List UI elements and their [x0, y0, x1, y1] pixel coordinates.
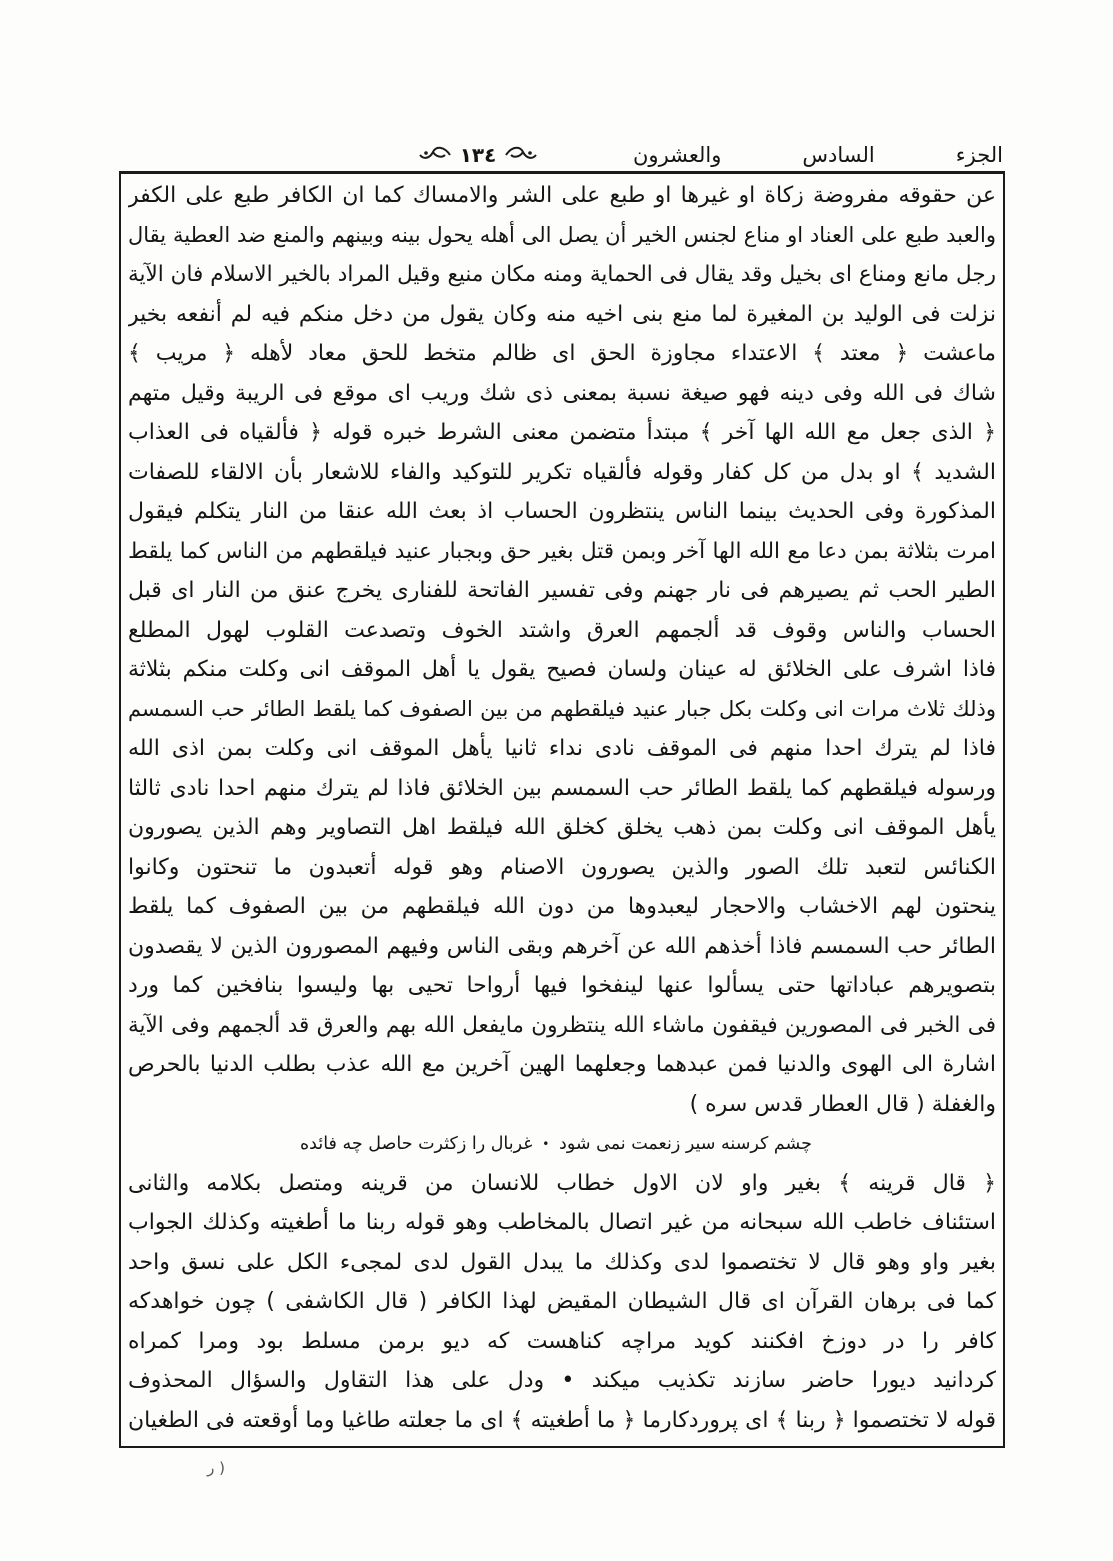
- text-line: كافر را در دوزخ افكنند كويد مراچه كناهست كه ديو برمن مسلط بود ومرا كمراه: [128, 1328, 996, 1354]
- text-line: فاذا لم يترك احدا منهم فى الموقف نادى نداء ثانيا يأهل الموقف انى وكلت بمن اذى الله: [128, 736, 996, 762]
- text-line: فاذا اشرف على الخلائق له عينان ولسان فصيح يقول يا أهل الموقف انى وكلت منكم بثلاثة: [128, 657, 996, 683]
- verse-right-hemistich: چشم كرسنه سير زنعمت نمى شود: [559, 1134, 812, 1154]
- footer-mark: ( ر: [207, 1459, 225, 1477]
- text-line: فى الخبر فى المصورين فيقفون ماشاء الله ينتظرون مايفعل الله بهم والعرق قد ألجمهم وفى الآية: [128, 1012, 996, 1038]
- text-line: بتصويرهم عباداتها حتى يسألوا عنها لينفخوا فيها أرواحا تحيى بها وليسوا بنافخين كما ورد: [128, 973, 996, 999]
- text-line: ورسوله فيلقطهم كما يلقط الطائر حب السمسم بين الخلائق فاذا لم يترك منهم احدا نادى ثالثا: [128, 775, 996, 801]
- text-line: امرت بثلاثة بمن دعا مع الله الها آخر وبمن قتل بغير حق وبجبار عنيد فيلقطهم من الناس كما يلقط: [128, 538, 996, 564]
- text-line: يأهل الموقف انى وكلت بمن ذهب يخلق كخلق الله فيلقط اهل التصاوير وهم الذين يصورون: [128, 815, 996, 841]
- text-line: الكنائس لتعبد تلك الصور والذين يصورون الاصنام وهو قوله أتعبدون ما تنحتون وكانوا: [128, 854, 996, 880]
- persian-verse: [300, 1125, 812, 1165]
- text-line: ﴿ الذى جعل مع الله الها آخر ﴾ مبتدأ متضمن معنى الشرط خبره قوله ﴿ فألقياه فى العذاب: [128, 420, 996, 446]
- verse-left-hemistich: غربال را زكثرت حاصل چه فائده: [300, 1134, 533, 1154]
- text-line: والعبد طبع على العناد او مناع لجنس الخير أن يصل الى أهله يحول بينه وبينهم والمنع ضد العطية يقال: [128, 222, 996, 247]
- text-line: اشارة الى الهوى والدنيا فمن عبدهما وجعلهما الهين آخرين مع الله عذب بطلب الدنيا بالحرص: [128, 1052, 996, 1078]
- flourish-ornament-left-icon: [418, 144, 452, 166]
- text-line: المذكورة وفى الحديث بينما الناس ينتظرون الحساب اذ بعث الله عنقا من النار يتكلم فيقول: [128, 499, 996, 525]
- text-line: بغير واو وهو قال لا تختصموا لدى وكذلك ما يبدل القول لدى لمجىء الكل على نسق واحد: [128, 1249, 996, 1275]
- text-line: الطائر حب السمسم فاذا أخذهم الله عن آخرهم وبقى الناس وفيهم المصورون الذين لا يقصدون: [128, 933, 996, 959]
- text-line: رجل مانع ومناع اى بخيل وقد يقال فى الحماية ومنه مكان منيع وقيل المراد بالخير الاسلام فان الآية: [128, 262, 996, 288]
- page-number: ١٣٤: [459, 143, 497, 167]
- text-line: استئناف خاطب الله سبحانه من غير اتصال بالمخاطب وهو قوله ربنا ما أطغيته وكذلك الجواب: [128, 1210, 996, 1236]
- page-number-group: [418, 139, 538, 171]
- text-line: ينحتون لهم الاخشاب والاحجار ليعبدوها من دون الله فيلقطهم من بين الصفوف كما يلقط: [128, 894, 996, 920]
- text-line: قوله لا تختصموا ﴿ ربنا ﴾ اى پروردكارما ﴿ ما أطغيته ﴾ اى ما جعلته طاغيا وما أوقعته فى الطغيان: [128, 1407, 996, 1433]
- verse-separator: •: [542, 1137, 550, 1151]
- text-line: ﴿ قال قرينه ﴾ بغير واو لان الاول خطاب للانسان من قرينه ومتصل بكلامه والثانى: [128, 1170, 996, 1196]
- text-line: شاك فى الله وفى دينه فهو صيغة نسبة بمعنى ذى شك وريب اى موقع فى الريبة وقيل متهم: [128, 380, 996, 406]
- text-line: كما فى برهان القرآن اى قال الشيطان المقيض لهذا الكافر ( قال الكاشفى ) چون خواهدكه: [128, 1289, 996, 1315]
- running-title: الجزء السادس والعشرون: [633, 143, 1003, 167]
- text-line: الحساب والناس وقوف قد ألجمهم العرق واشتد الخوف وتصدعت القلوب لهول المطلع: [128, 617, 996, 643]
- text-line: عن حقوقه مفروضة زكاة او غيرها او طبع على الشر والامساك كما ان الكافر طبع على الكفر: [128, 183, 996, 209]
- text-line: كردانيد ديورا حاضر سازند تكذيب ميكند • ودل على هذا التقاول والسؤال المحذوف: [128, 1368, 996, 1394]
- text-line: الشديد ﴾ او بدل من كل كفار وقوله فألقياه تكرير للتوكيد والفاء للاشعار بأن الالقاء للصفات: [128, 459, 996, 485]
- text-line: والغفلة ( قال العطار قدس سره ): [689, 1091, 996, 1117]
- text-line: نزلت فى الوليد بن المغيرة لما منع بنى اخيه منه وكان يقول من دخل منكم فيه لم أنفعه بخير: [128, 301, 996, 327]
- text-line: ماعشت ﴿ معتد ﴾ الاعتداء مجاوزة الحق اى ظالم متخط للحق معاد لأهله ﴿ مريب ﴾: [128, 341, 996, 367]
- flourish-ornament-right-icon: [504, 144, 538, 166]
- text-line: وذلك ثلاث مرات انى وكلت بكل جبار عنيد فيلقطهم من بين الصفوف كما يلقط الطائر حب السمسم: [128, 696, 996, 721]
- text-line: الطير الحب ثم يصيرهم فى نار جهنم وفى تفسير الفاتحة للفنارى يخرج عنق من النار اى قبل: [128, 578, 996, 604]
